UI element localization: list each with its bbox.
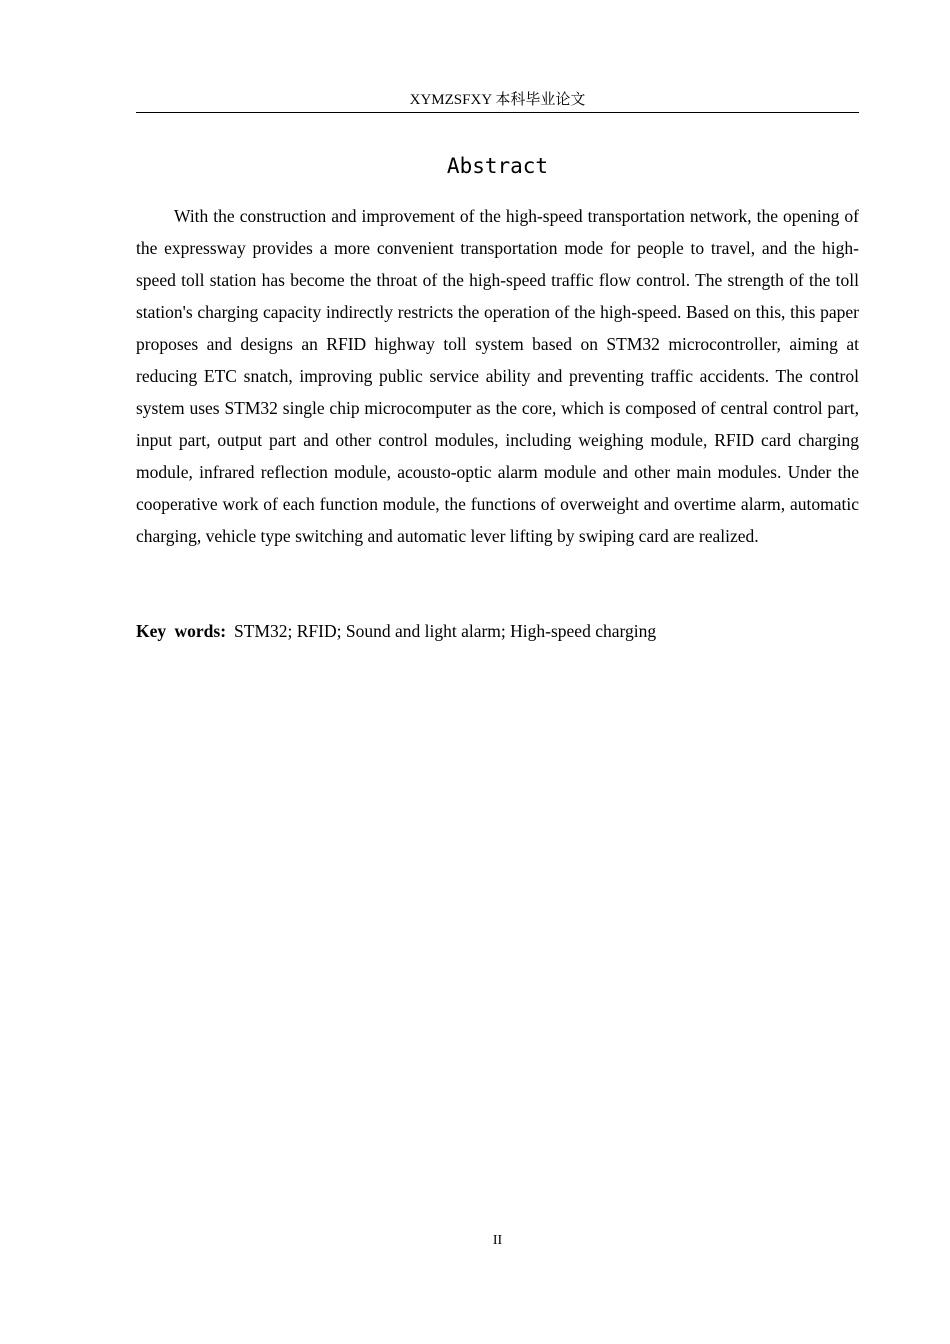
header-rule <box>136 112 859 113</box>
keywords-label: Key words: <box>136 621 227 641</box>
abstract-body: With the construction and improvement of the high-speed transportation network, the opening of the expressway provides a more convenient transportation mode for people to travel, and the high-speed toll station has become the throat of the high-speed traffic flow control. The strength of the toll station's charging capacity indirectly restricts the operation of the high-speed. Based on this, this paper proposes and designs an RFID highway toll system based on STM32 microcontroller, aiming at reducing ETC snatch, improving public service ability and preventing traffic accidents. The control system uses STM32 single chip microcomputer as the core, which is composed of central control part, input part, output part and other control modules, including weighing module, RFID card charging module, infrared reflection module, acousto-optic alarm module and other main modules. Under the cooperative work of each function module, the functions of overweight and overtime alarm, automatic charging, vehicle type switching and automatic lever lifting by swiping card are realized. <box>136 206 859 546</box>
running-header: XYMZSFXY 本科毕业论文 <box>409 92 586 108</box>
keywords-line <box>136 615 859 647</box>
abstract-title: Abstract <box>446 154 549 178</box>
page-number: II <box>492 1233 503 1248</box>
keywords-text: STM32; RFID; Sound and light alarm; High-speed charging <box>234 621 657 641</box>
